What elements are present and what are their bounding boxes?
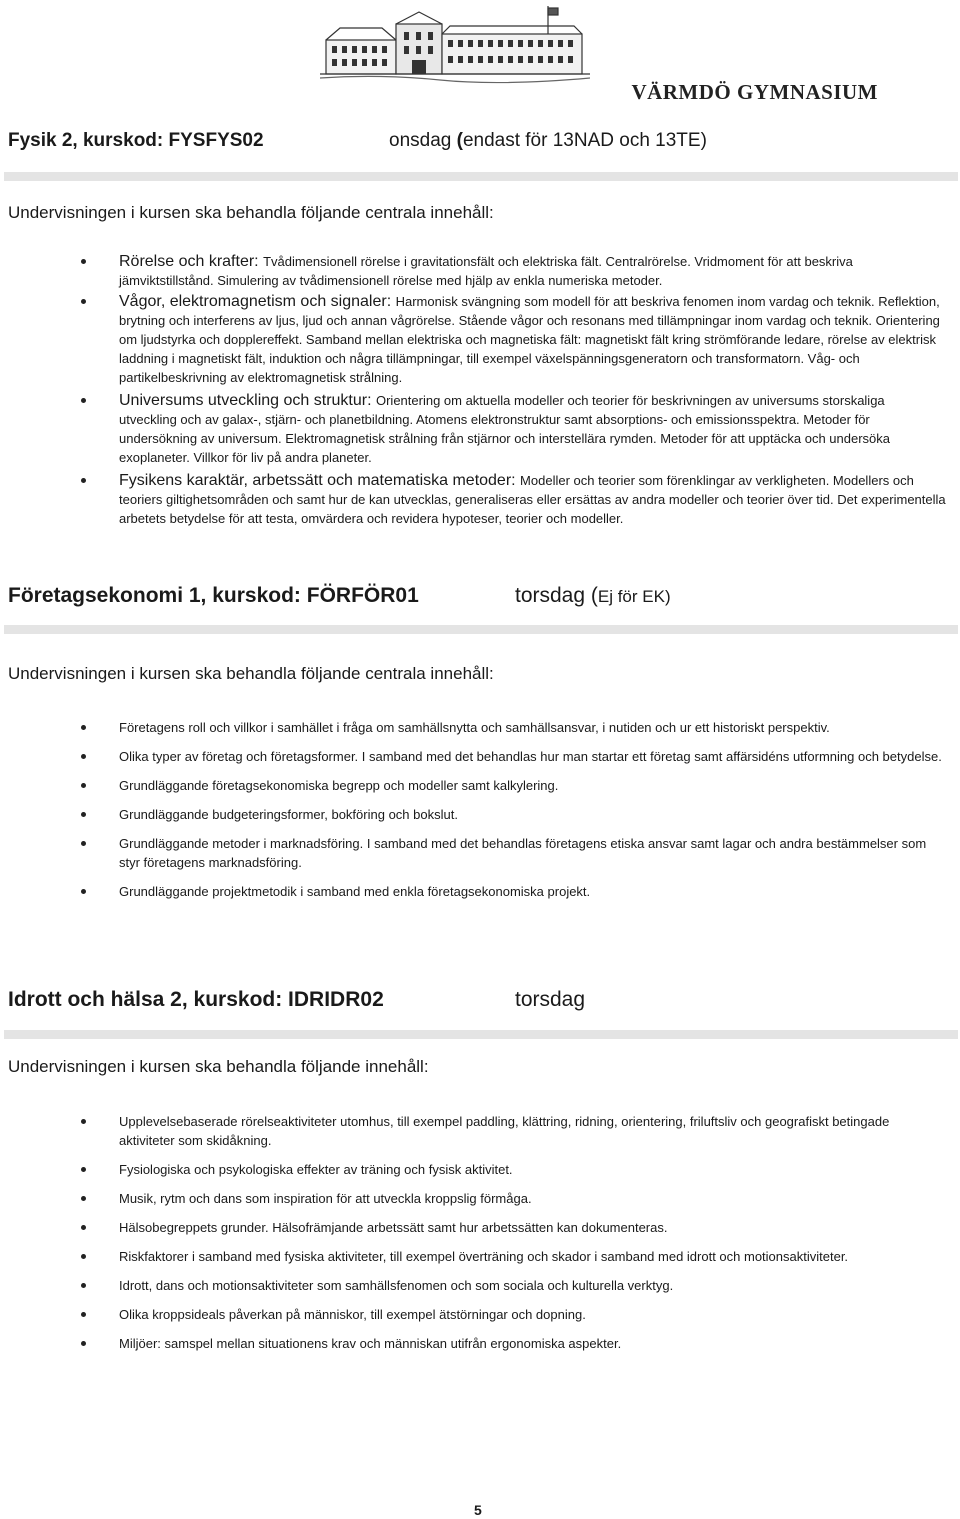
idrott-content-list (0, 1112, 960, 1353)
list-item (0, 252, 960, 290)
course-heading-foretag (8, 584, 419, 608)
course-day-rest: Ej för EK) (597, 587, 671, 606)
list-item (0, 882, 960, 901)
bullet-icon (81, 841, 86, 846)
item-text: Grundläggande projektmetodik i samband med enkla företagsekonomiska projekt. (119, 884, 591, 899)
course-title: Företagsekonomi 1, kurskod: FÖRFÖR01 (8, 584, 419, 607)
bullet-icon (81, 725, 86, 730)
bullet-icon (81, 398, 86, 403)
list-item (0, 718, 960, 737)
bullet-icon (81, 1167, 86, 1172)
school-name: VÄRMDÖ GYMNASIUM (631, 80, 878, 104)
bullet-icon (81, 1341, 86, 1346)
list-item (0, 1160, 960, 1179)
item-text: Fysiologiska och psykologiska effekter av träning och fysisk aktivitet. (119, 1162, 513, 1177)
bullet-icon (81, 1254, 86, 1259)
item-text: Tvådimensionell rörelse i gravitationsfält och elektriska fält. Centralrörelse. Vridmoment för att beskriva jämviktstillstånd. Simulering av tvådimensionell rörelse med hjälp av enkla numeriska metoder. (119, 254, 853, 288)
school-building-icon (320, 2, 590, 88)
page-number: 5 (474, 1502, 482, 1518)
bullet-icon (81, 1196, 86, 1201)
bullet-icon (81, 889, 86, 894)
item-text: Modeller och teorier som förenklingar av verkligheten. Modellers och teoriers giltighetsområden och samt hur de kan utvecklas, generaliseras eller ersättas av andra modeller och teorier över tid. Det experimentella arbetets betydelse för att testa, omvärdera och revidera hypoteser, teorier och modeller. (119, 473, 946, 526)
bullet-icon (81, 259, 86, 264)
course-day-paren: ( (456, 130, 463, 151)
list-item (0, 1305, 960, 1324)
course-day-prefix: torsdag ( (515, 584, 598, 607)
item-lead: Fysikens karaktär, arbetssätt och matematiska metoder: (119, 472, 521, 489)
bullet-icon (81, 299, 86, 304)
list-item (0, 834, 960, 872)
item-text: Orientering om aktuella modeller och teorier för beskrivningen av universums storskaliga utveckling och av galax-, stjärn- och planetbildning. Atomens elektronstruktur samt absorptions- och emissionsspektra. Metoder för undersökning av universum. Elektromagnetisk strålning från stjärnor och interstellära rymden. Metoder för att upptäcka och undersöka exoplaneter. Villkor för liv på andra planeter. (119, 393, 890, 465)
list-item (0, 1218, 960, 1237)
item-text: Hälsobegreppets grunder. Hälsofrämjande arbetssätt samt hur arbetssätten kan dokumenteras. (119, 1220, 668, 1235)
section-divider (4, 625, 958, 634)
course-day-prefix: onsdag (389, 130, 457, 151)
item-text: Grundläggande metoder i marknadsföring. I samband med det behandlas företagens etiska ansvar samt lagar och andra bestämmelser som styr företagens marknadsföring. (119, 836, 927, 870)
item-text: Grundläggande budgeteringsformer, bokföring och bokslut. (119, 807, 458, 822)
list-item (0, 776, 960, 795)
course-day-fysik (389, 130, 707, 152)
list-item (0, 1112, 960, 1150)
item-lead: Rörelse och krafter: (119, 253, 264, 270)
bullet-icon (81, 1225, 86, 1230)
course-day-text: torsdag (515, 988, 586, 1011)
bullet-icon (81, 478, 86, 483)
section-intro: Undervisningen i kursen ska behandla följande centrala innehåll: (8, 203, 494, 222)
foretag-content-list (0, 718, 960, 901)
bullet-icon (81, 1119, 86, 1124)
fysik-content-list (0, 252, 960, 528)
course-day-foretag (515, 584, 671, 608)
item-lead: Vågor, elektromagnetism och signaler: (119, 293, 396, 310)
course-title: Fysik 2, kurskod: FYSFYS02 (8, 130, 264, 151)
item-lead: Universums utveckling och struktur: (119, 392, 376, 409)
item-text: Olika typer av företag och företagsformer. I samband med det behandlas hur man startar ett företag samt affärsidéns utformning och betydelse. (119, 749, 942, 764)
list-item (0, 805, 960, 824)
course-day-rest: endast för 13NAD och 13TE) (462, 130, 707, 151)
item-text: Musik, rytm och dans som inspiration för att utveckla kroppslig förmåga. (119, 1191, 532, 1206)
item-text: Upplevelsebaserade rörelseaktiviteter utomhus, till exempel paddling, klättring, ridning, orientering, friluftsliv och geografiskt betingade aktiviteter som skidåkning. (119, 1114, 890, 1148)
course-heading-idrott (8, 988, 384, 1012)
course-day-idrott (515, 988, 585, 1012)
item-text: Harmonisk svängning som modell för att beskriva fenomen inom vardag och teknik. Reflektion, brytning och interferens av ljus, ljud och annan vågrörelse. Stående vågor och resonans med tillämpningar inom vardag och teknik. Orientering om ljudstyrka och dopplereffekt. Samband mellan elektriska och magnetiska fält: magnetiskt fält kring strömförande ledare, rörelse av elektrisk laddning i magnetiskt fält, induktion och några tillämpningar, till exempel växelspänningsgeneratorn och transformatorn. Våg- och partikelbeskrivning av elektromagnetisk strålning. (119, 294, 940, 385)
item-text: Idrott, dans och motionsaktiviteter som samhällsfenomen och som sociala och kulturella verktyg. (119, 1278, 674, 1293)
item-text: Olika kroppsideals påverkan på människor, till exempel ätstörningar och dopning. (119, 1307, 586, 1322)
list-item (0, 1247, 960, 1266)
item-text: Miljöer: samspel mellan situationens krav och människan utifrån ergonomiska aspekter. (119, 1336, 622, 1351)
item-text: Företagens roll och villkor i samhället i fråga om samhällsnytta och samhällsansvar, i nutiden och ur ett historiskt perspektiv. (119, 720, 830, 735)
item-text: Grundläggande företagsekonomiska begrepp och modeller samt kalkylering. (119, 778, 559, 793)
list-item (0, 391, 960, 467)
bullet-icon (81, 812, 86, 817)
section-intro: Undervisningen i kursen ska behandla följande innehåll: (8, 1057, 429, 1076)
list-item (0, 1334, 960, 1353)
course-title: Idrott och hälsa 2, kurskod: IDRIDR02 (8, 988, 384, 1011)
list-item (0, 471, 960, 528)
bullet-icon (81, 1283, 86, 1288)
item-text: Riskfaktorer i samband med fysiska aktiviteter, till exempel överträning och skador i samband med idrott och motionsaktiviteter. (119, 1249, 849, 1264)
course-heading-fysik (8, 130, 264, 152)
bullet-icon (81, 1312, 86, 1317)
section-divider (4, 1030, 958, 1039)
list-item (0, 747, 960, 766)
section-intro: Undervisningen i kursen ska behandla följande centrala innehåll: (8, 664, 494, 683)
list-item (0, 1276, 960, 1295)
list-item (0, 292, 960, 387)
bullet-icon (81, 783, 86, 788)
list-item (0, 1189, 960, 1208)
section-divider (4, 172, 958, 181)
bullet-icon (81, 754, 86, 759)
